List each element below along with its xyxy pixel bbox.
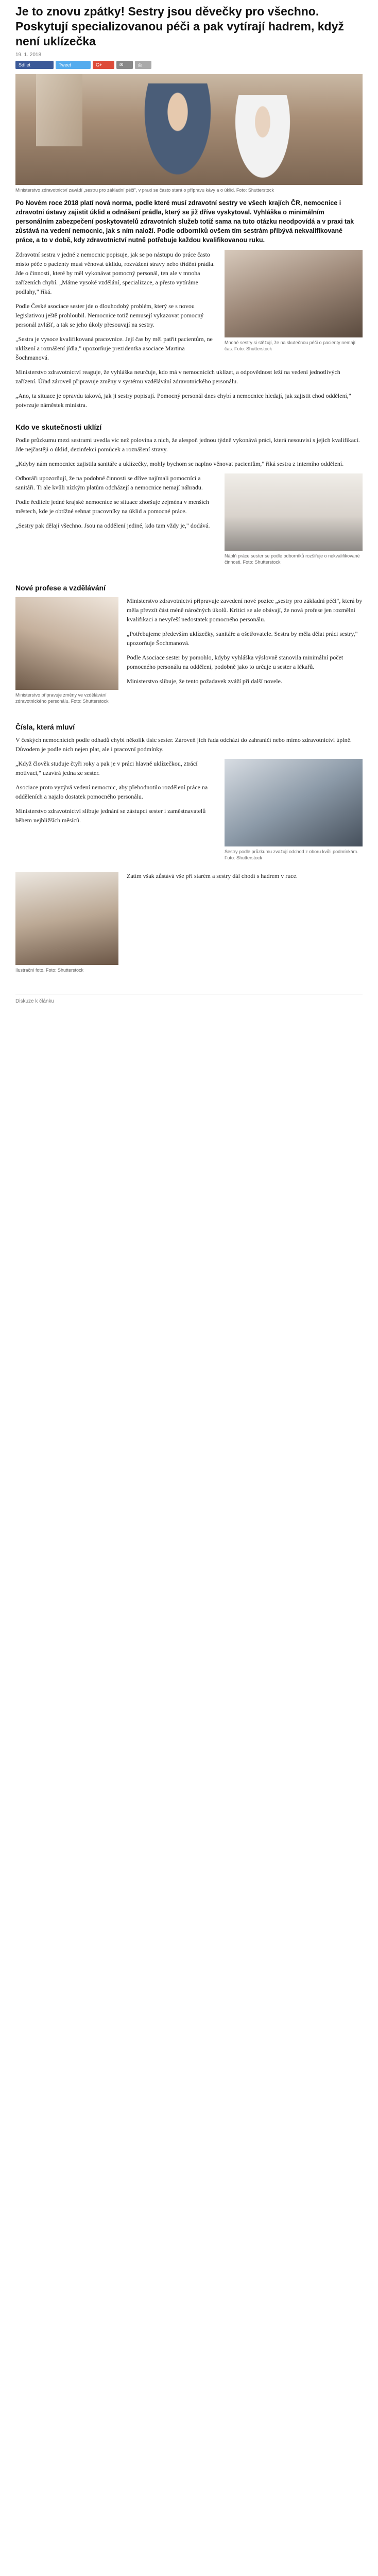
hero-background xyxy=(36,74,82,146)
figure-4-image xyxy=(225,759,363,846)
hero-figure-patient xyxy=(232,95,294,185)
paragraph: Zdravotní sestra v jedné z nemocnic popisuje, jak se po nástupu do práce často místo péče o pacienty musí věnovat úklidu, rozvážení stravy nebo třídění prádla. Jde o činnosti, které by měl vykonávat pomocný personál, ten ale v mnoha zařízeních chybí. „Máme vysoké vzdělání, specializace, a přesto vytíráme podlahy," říká. xyxy=(15,251,215,295)
discussion-link[interactable]: Diskuze k článku xyxy=(15,994,363,1004)
hero-image xyxy=(15,74,363,185)
paragraph: Ministerstvo zdravotnictví připravuje zavedení nové pozice „sestry pro základní péči", která by měla převzít část méně náročných úkolů. Kritici se ale obávají, že nová profese jen rozmělní kvalifikaci a nevyřeší nedostatek pomocného personálu. xyxy=(127,597,363,623)
paragraph: V českých nemocnicích podle odhadů chybí několik tisíc sester. Zároveň jich řada odchází do zahraničí nebo mimo zdravotnictví úplně. Důvodem je podle nich nejen plat, ale i pracovní podmínky. xyxy=(15,736,352,753)
figure-2-caption: Náplň práce sester se podle odborníků rozšiřuje o nekvalifikované činnosti. Foto: Shutterstock xyxy=(225,553,360,565)
figure-3 xyxy=(15,597,118,709)
hero-caption: Ministerstvo zdravotnictví zavádí „sestru pro základní péči", v praxi se často stará o přípravu kávy a o úklid. Foto: Shutterstock xyxy=(15,188,274,193)
share-bar xyxy=(15,61,363,69)
paragraph: „Potřebujeme především uklízečky, sanitáře a ošetřovatele. Sestra by měla dělat práci sestry," upozorňuje Šochmanová. xyxy=(127,630,358,647)
paragraph: Podle Asociace sester by pomohlo, kdyby vyhláška výslovně stanovila minimální počet pomocného personálu na oddělení, podobně jako to určuje u sester a lékařů. xyxy=(127,654,343,670)
paragraph: „Kdyby nám nemocnice zajistila sanitáře a uklízečky, mohly bychom se naplno věnovat pacientům," říká sestra z interního oddělení. xyxy=(15,460,344,467)
article-title: Je to znovu zpátky! Sestry jsou děvečky pro všechno. Poskytují specializovanou péči a pak vytírají hadrem, když není uklízečka xyxy=(15,5,344,48)
print-button[interactable]: ⎙ xyxy=(135,61,151,69)
article xyxy=(0,4,378,1025)
google-plus-share-button[interactable]: G+ xyxy=(93,61,114,69)
paragraph: Podle průzkumu mezi sestrami uvedla víc než polovina z nich, že alespoň jednou týdně vykonává práci, která nesouvisí s jejich kvalifikací. Jde nejčastěji o úklid, dezinfekci pomůcek a roznášení stravy. xyxy=(15,436,360,453)
figure-1-caption: Mnohé sestry si stěžují, že na skutečnou péči o pacienty nemají čas. Foto: Shutterstock xyxy=(225,340,356,351)
figure-5-caption: Ilustrační foto. Foto: Shutterstock xyxy=(15,968,84,973)
figure-2-image xyxy=(225,473,363,551)
paragraph: Podle ředitele jedné krajské nemocnice se situace zhoršuje zejména v menších městech, kde je obtížné sehnat pracovníky na úklid a pomocné práce. xyxy=(15,498,209,515)
paragraph: „Když člověk studuje čtyři roky a pak je v práci hlavně uklízečkou, ztrácí motivaci," uzavírá jedna ze sester. xyxy=(15,760,198,776)
figure-1 xyxy=(225,250,363,357)
paragraph: Ministerstvo slibuje, že tento požadavek zváží při další novele. xyxy=(127,677,282,685)
section-heading: Čísla, která mluví xyxy=(15,723,75,731)
paragraph: Zatím však zůstává vše při starém a sestry dál chodí s hadrem v ruce. xyxy=(127,872,298,879)
paragraph: „Sestra je vysoce kvalifikovaná pracovnice. Její čas by měl patřit pacientům, ne uklízení a roznášení jídla," upozorňuje prezidentka asociace Martina Šochmanová. xyxy=(15,335,213,361)
figure-5 xyxy=(15,872,118,978)
section-heading: Nové profese a vzdělávání xyxy=(15,584,106,592)
article-date: 19. 1. 2018 xyxy=(15,52,42,58)
facebook-share-button[interactable]: Sdílet xyxy=(15,61,54,69)
section-heading: Kdo ve skutečnosti uklízí xyxy=(15,423,102,431)
figure-3-image xyxy=(15,597,118,690)
article-lead: Po Novém roce 2018 platí nová norma, podle které musí zdravotní sestry ve všech krajích ČR, nemocnice i zdravotní ústavy zajistit úklid a odnášení prádla, který se již dříve vyskytoval. Vyhláška o minimálním personálním zabezpečení poskytovatelů zdravotních služeb totiž sama na tuto otázku neodpovídá a v praxi tak zůstává na vedení nemocnic, jak s ním naloží. Podle odborníků ovšem tím sestrám přibývá nekvalifikované práce, a to v době, kdy zdravotnictví nutně potřebuje každou kvalifikovanou ruku. xyxy=(15,199,354,244)
paragraph: „Sestry pak dělají všechno. Jsou na oddělení jediné, kdo tam vždy je," dodává. xyxy=(15,522,210,529)
figure-5-image xyxy=(15,872,118,965)
mail-share-button[interactable]: ✉ xyxy=(116,61,133,69)
figure-1-image xyxy=(225,250,363,337)
paragraph: Asociace proto vyzývá vedení nemocnic, aby přehodnotilo rozdělení práce na odděleních a najalo dostatek pomocného personálu. xyxy=(15,784,208,800)
figure-4 xyxy=(225,759,363,866)
twitter-share-button[interactable]: Tweet xyxy=(56,61,91,69)
paragraph: „Ano, ta situace je opravdu taková, jak ji sestry popisují. Pomocný personál dnes chybí a nemocnice hledají, jak zajistit chod oddělení," potvrzuje náměstek ministra. xyxy=(15,392,351,409)
figure-2 xyxy=(225,473,363,570)
figure-4-caption: Sestry podle průzkumu zvažují odchod z oboru kvůli podmínkám. Foto: Shutterstock xyxy=(225,849,358,860)
paragraph: Ministerstvo zdravotnictví reaguje, že vyhláška neurčuje, kdo má v nemocnicích uklízet, a odpovědnost leží na vedení jednotlivých zařízení. Úřad zároveň připravuje změny v systému vzdělávání zdravotnického personálu. xyxy=(15,368,340,385)
paragraph: Ministerstvo zdravotnictví slibuje jednání se zástupci sester i zaměstnavatelů během nejbližších měsíců. xyxy=(15,807,206,824)
figure-3-caption: Ministerstvo připravuje změny ve vzdělávání zdravotnického personálu. Foto: Shutterstock xyxy=(15,692,109,704)
paragraph: Podle České asociace sester jde o dlouhodobý problém, který se s novou legislativou ještě prohloubil. Nemocnice totiž nemusejí vykazovat pomocný personál zvlášť, a tak se jeho úkoly přesouvají na sestry. xyxy=(15,302,204,328)
hero-figure-nurse xyxy=(139,83,216,185)
paragraph: Odboráři upozorňují, že na podobné činnosti se dříve najímali pomocníci a sanitáři. Ti ale kvůli nízkým platům odcházejí a nemocnice nemají náhradu. xyxy=(15,474,203,491)
